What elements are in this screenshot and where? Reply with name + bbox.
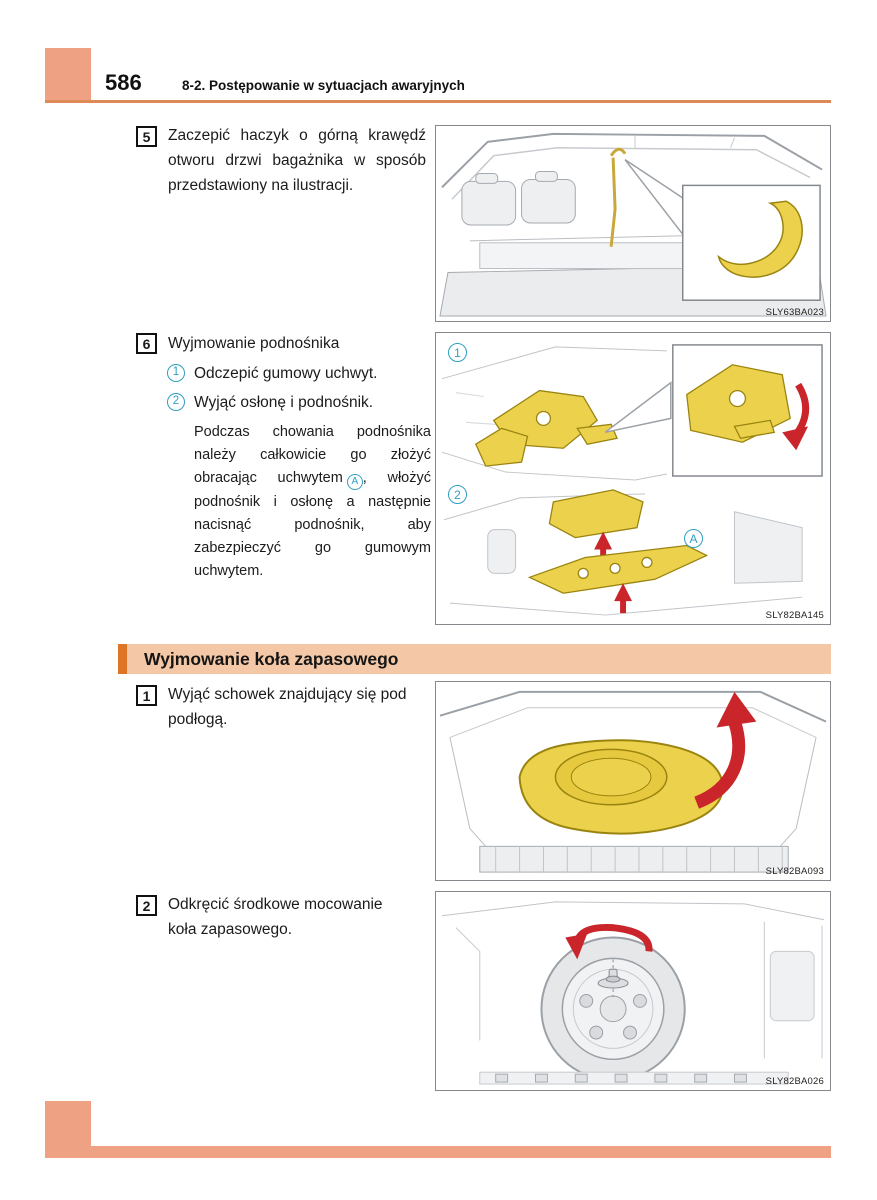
step-5-text: Zaczepić haczyk o górną krawędź otworu drzwi bagażnika w sposób przedstawiony na ilustracji. — [168, 127, 426, 195]
header-rule — [45, 100, 831, 103]
image-code: SLY82BA145 — [765, 610, 824, 621]
illustration-jack-removal — [435, 332, 831, 625]
image-code: SLY82BA093 — [765, 866, 824, 877]
section-bar-edge — [118, 644, 127, 674]
substep-2-badge: 2 — [167, 393, 185, 411]
step-6-title: Wyjmowanie podnośnika — [168, 335, 340, 352]
callout-2-badge: 2 — [448, 485, 467, 504]
spare-step-2-number-box: 2 — [136, 895, 157, 916]
callout-a-badge: A — [684, 529, 703, 548]
spare-step-1-number-box: 1 — [136, 685, 157, 706]
spare-step-2-text: Odkręcić środkowe mocowanie koła zapasowego. — [168, 896, 383, 939]
storage-box-drawing — [436, 682, 830, 880]
image-code: SLY63BA023 — [765, 307, 824, 318]
top-left-accent-block — [45, 48, 91, 100]
substep-1-text: Odczepić gumowy uchwyt. — [194, 365, 378, 382]
step-6-number-box: 6 — [136, 333, 157, 354]
page-number: 586 — [105, 70, 142, 95]
illustration-hook-on-hatch — [435, 125, 831, 322]
spare-step-1-text: Wyjąć schowek znajdujący się pod podłogą. — [168, 686, 407, 729]
note-text-part2: , włożyć podnośnik i osłonę a następnie nacisnąć podnośnik, aby zabezpieczyć go gumowym uchwytem. — [194, 470, 431, 580]
spare-wheel-drawing — [436, 892, 830, 1090]
image-code: SLY82BA026 — [765, 1076, 824, 1087]
trunk-hook-drawing — [436, 126, 830, 321]
note-text-part1: Podczas chowania podnośnika należy całkowicie go złożyć obracając uchwytem — [194, 424, 431, 487]
callout-1-badge: 1 — [448, 343, 467, 362]
step-6-note — [194, 421, 431, 583]
jack-removal-drawing — [436, 333, 830, 624]
illustration-storage-box — [435, 681, 831, 881]
step-5-number-box: 5 — [136, 126, 157, 147]
substep-1-badge: 1 — [167, 364, 185, 382]
substep-2-text: Wyjąć osłonę i podnośnik. — [194, 394, 374, 411]
section-header-bar — [118, 644, 831, 674]
circled-a-badge: A — [347, 474, 363, 490]
illustration-spare-wheel — [435, 891, 831, 1091]
section-title: Wyjmowanie koła zapasowego — [144, 648, 399, 669]
chapter-title: 8-2. Postępowanie w sytuacjach awaryjnych — [182, 78, 465, 93]
bottom-accent-strip — [45, 1146, 831, 1158]
